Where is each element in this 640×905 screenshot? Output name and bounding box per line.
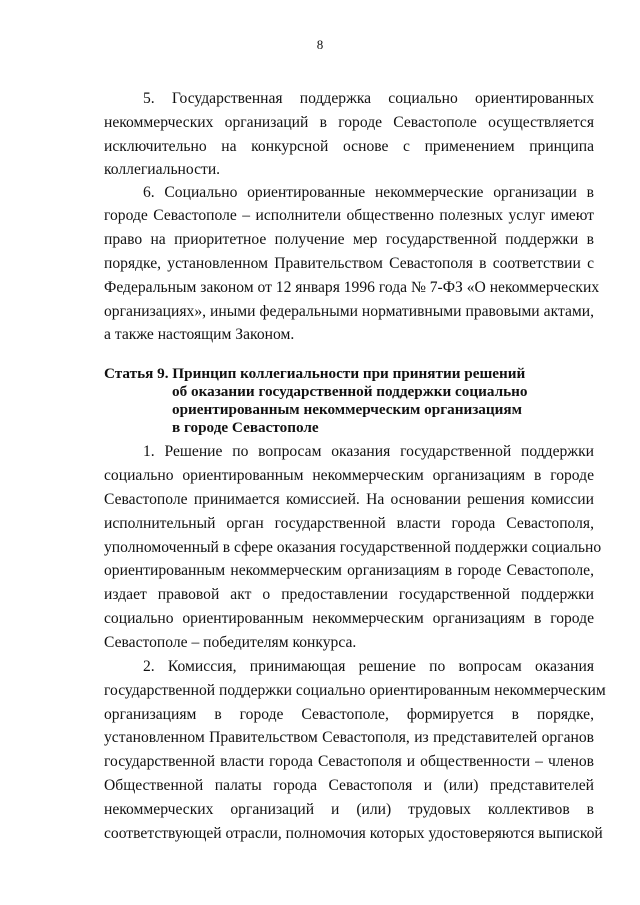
paragraph-6-line: Федеральным законом от 12 января 1996 года № 7-ФЗ «О некоммерческих [104,279,600,296]
article-9-part-2-line: организациям в городе Севастополе, формируется в порядке, [104,706,594,723]
article-9-part-2-line: установленном Правительством Севастополя, из представителей органов [104,729,594,746]
paragraph-6-line: порядке, установленном Правительством Севастополя в соответствии с [104,255,594,272]
paragraph-5-line: исключительно на конкурсной основе с применением принципа [104,138,594,155]
page-number: 8 [316,37,324,52]
article-9-part-2-line: государственной власти города Севастополя и общественности – членов [104,753,594,770]
paragraph-6-line: организациях», иными федеральными нормативными правовыми актами, [104,303,594,320]
paragraph-5-line: 5. Государственная поддержка социально ориентированных [143,90,594,107]
article-9-part-1-line: ориентированным некоммерческим организациям в городе Севастополе, [104,562,594,579]
article-9-heading-line: в городе Севастополе [172,419,319,436]
article-9-part-2-line: соответствующей отрасли, полномочия которых удостоверяются выпиской [104,825,603,842]
paragraph-6-line: а также настоящим Законом. [104,326,295,343]
paragraph-6-line: 6. Социально ориентированные некоммерческие организации в [143,184,594,201]
article-9-heading-line: ориентированным некоммерческим организациям [172,401,522,418]
article-9-part-1-line: уполномоченный в сфере оказания государственной поддержки социально [104,539,602,556]
article-9-part-1-line: издает правовой акт о предоставлении государственной поддержки [104,586,594,603]
paragraph-5-line: некоммерческих организаций в городе Севастополе осуществляется [104,114,594,131]
article-9-part-2-line: некоммерческих организаций и (или) трудовых коллективов в [104,801,594,818]
paragraph-5-line: коллегиальности. [104,161,221,178]
paragraph-6-line: право на приоритетное получение мер государственной поддержки в [104,231,594,248]
article-9-part-1-line: социально ориентированным некоммерческим организациям в городе [104,467,594,484]
article-9-part-2-line: государственной поддержки социально ориентированным некоммерческим [104,682,606,699]
article-9-part-1-line: социально ориентированным некоммерческим организациям в городе [104,610,594,627]
article-9-heading-line: об оказании государственной поддержки социально [172,383,528,400]
article-9-heading-line: Статья 9. Принцип коллегиальности при принятии решений [104,365,526,382]
article-9-part-1-line: исполнительный орган государственной власти города Севастополя, [104,515,594,532]
article-9-part-1-line: Севастополе принимается комиссией. На основании решения комиссии [104,491,594,508]
article-9-part-2-line: 2. Комиссия, принимающая решение по вопросам оказания [143,658,594,675]
article-9-part-2-line: Общественной палаты города Севастополя и (или) представителей [104,777,594,794]
article-9-part-1-line: Севастополе – победителям конкурса. [104,634,357,651]
paragraph-6-line: городе Севастополе – исполнители общественно полезных услуг имеют [104,207,594,224]
article-9-part-1-line: 1. Решение по вопросам оказания государственной поддержки [143,443,594,460]
